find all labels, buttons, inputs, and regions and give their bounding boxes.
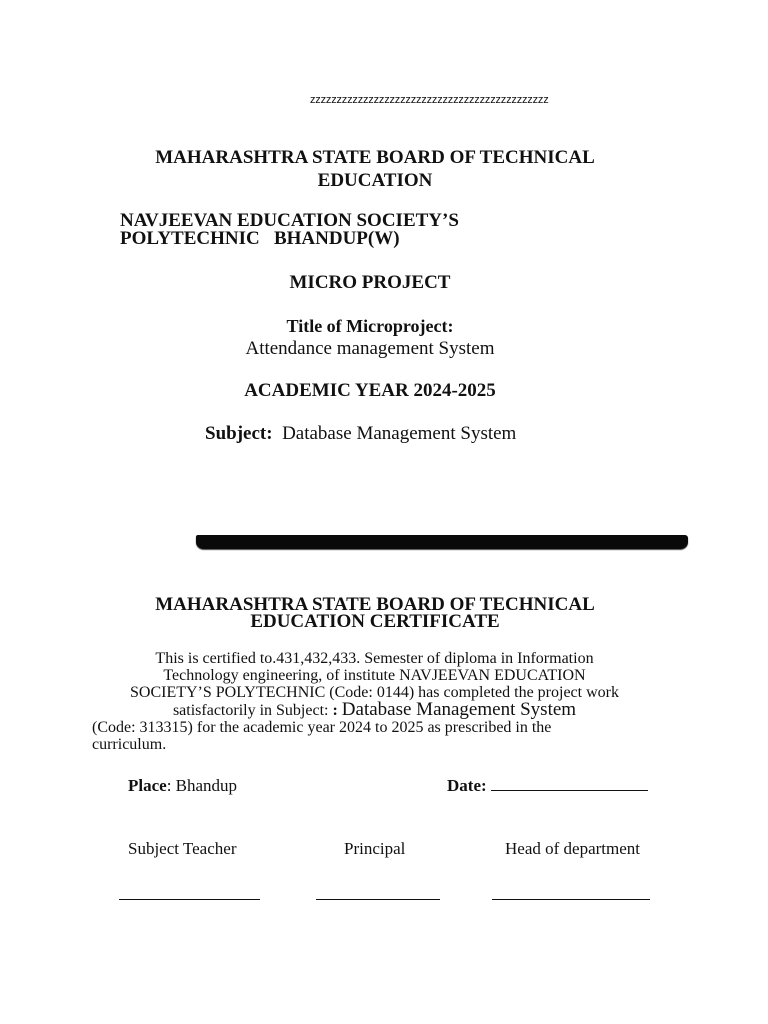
certificate-subject-colon: : [328, 702, 342, 719]
certificate-subject-line [92, 701, 657, 719]
subject-teacher-label: Subject Teacher [128, 839, 237, 858]
certificate-line: curriculum. [92, 736, 167, 753]
title-value: Attendance management System [245, 338, 495, 359]
teacher-signature-line [119, 899, 260, 900]
place-label: Place [128, 776, 167, 795]
subject-label: Subject: [205, 423, 273, 444]
certificate-body [92, 650, 657, 753]
head-of-department-label: Head of department [505, 839, 640, 858]
title-label: Title of Microproject: [286, 316, 454, 336]
subject-line [205, 423, 516, 445]
certificate-heading [120, 596, 630, 630]
page-divider [196, 535, 688, 549]
date-label: Date: [447, 776, 487, 795]
certificate-line: Technology engineering, of institute NAVJEEVAN EDUCATION [163, 667, 586, 684]
header-filler-text: zzzzzzzzzzzzzzzzzzzzzzzzzzzzzzzzzzzzzzzzzzzzz [310, 94, 549, 106]
subject-value: Database Management System [282, 423, 517, 444]
place-value: : Bhandup [166, 776, 238, 795]
date-blank-line [491, 776, 648, 791]
institute-name [120, 212, 459, 248]
principal-signature-line [316, 899, 440, 900]
certificate-line: (Code: 313315) for the academic year 2024 to 2025 as prescribed in the [92, 719, 552, 736]
hod-signature-line [492, 899, 650, 900]
certificate-line: This is certified to.431,432,433. Semester of diploma in Information [155, 650, 594, 667]
certificate-subject-value: Database Management System [341, 699, 577, 720]
certificate-subject-prefix: satisfactorily in Subject: [172, 702, 329, 719]
institute-name-line1: NAVJEEVAN EDUCATION SOCIETY’S [120, 210, 459, 231]
micro-project-heading: MICRO PROJECT [289, 272, 451, 293]
certificate-heading-line1: MAHARASHTRA STATE BOARD OF TECHNICAL [155, 594, 595, 615]
date-field [447, 776, 648, 796]
board-title: MAHARASHTRA STATE BOARD OF TECHNICAL EDUCATION [155, 147, 595, 191]
place-field [128, 776, 237, 796]
institute-name-line2: POLYTECHNIC BHANDUP(W) [120, 228, 400, 249]
certificate-heading-line2: EDUCATION CERTIFICATE [250, 611, 500, 632]
academic-year: ACADEMIC YEAR 2024-2025 [244, 380, 496, 401]
principal-label: Principal [344, 839, 406, 858]
certificate-line: SOCIETY’S POLYTECHNIC (Code: 0144) has completed the project work [130, 684, 619, 701]
